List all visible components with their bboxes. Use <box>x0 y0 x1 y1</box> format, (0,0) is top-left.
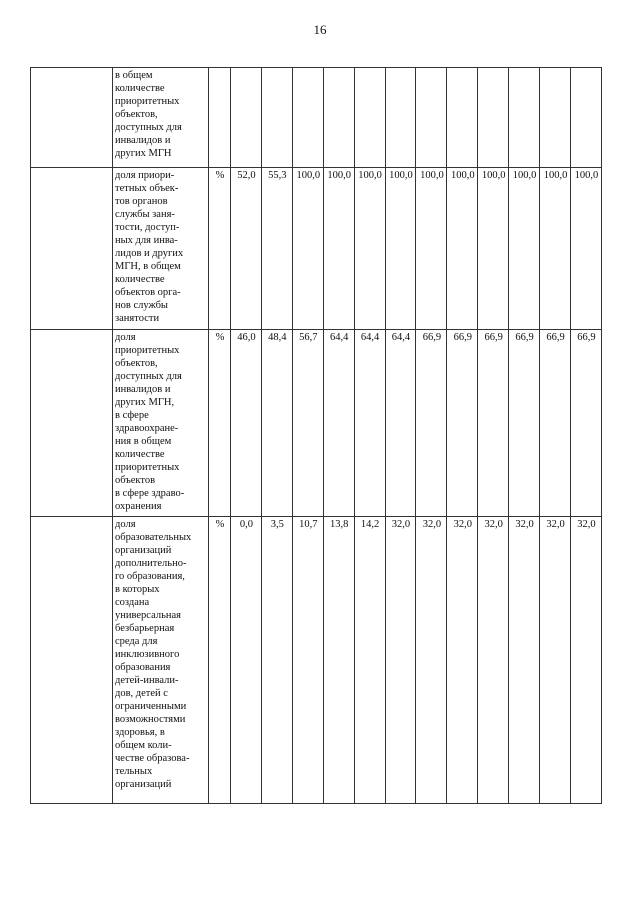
value-cell <box>416 68 447 168</box>
value-cell: 100,0 <box>292 168 323 330</box>
value-cell: 66,9 <box>570 330 601 517</box>
value-cell <box>261 68 292 168</box>
unit-cell: % <box>209 517 231 804</box>
value-cell: 3,5 <box>261 517 292 804</box>
value-cell: 66,9 <box>416 330 447 517</box>
page-number: 16 <box>313 22 327 37</box>
value-cell <box>231 68 262 168</box>
value-cell <box>570 68 601 168</box>
value-cell: 100,0 <box>323 168 354 330</box>
table-row <box>31 330 602 517</box>
indicator-name-cell: в общем количестве приоритетных объектов, доступных для инвалидов и других МГН <box>113 68 209 168</box>
value-cell: 64,4 <box>354 330 385 517</box>
value-cell: 66,9 <box>540 330 571 517</box>
indicator-name-cell: доля приори- тетных объек- тов органов службы заня- тости, доступ- ных для инва- лидов и других МГН, в общем количестве объектов орга- нов службы занятости <box>113 168 209 330</box>
value-cell <box>354 68 385 168</box>
value-cell: 32,0 <box>540 517 571 804</box>
value-cell: 32,0 <box>478 517 509 804</box>
indicators-table <box>30 67 602 804</box>
value-cell: 55,3 <box>261 168 292 330</box>
value-cell: 64,4 <box>385 330 416 517</box>
value-cell: 100,0 <box>354 168 385 330</box>
indicator-group-cell <box>31 68 113 168</box>
value-cell: 100,0 <box>416 168 447 330</box>
value-cell: 100,0 <box>570 168 601 330</box>
value-cell <box>323 68 354 168</box>
value-cell: 64,4 <box>323 330 354 517</box>
unit-cell: % <box>209 168 231 330</box>
indicator-group-cell <box>31 330 113 517</box>
value-cell: 56,7 <box>292 330 323 517</box>
table-row <box>31 168 602 330</box>
value-cell <box>292 68 323 168</box>
value-cell: 52,0 <box>231 168 262 330</box>
value-cell: 32,0 <box>570 517 601 804</box>
value-cell: 100,0 <box>540 168 571 330</box>
value-cell: 32,0 <box>385 517 416 804</box>
value-cell: 66,9 <box>509 330 540 517</box>
value-cell: 46,0 <box>231 330 262 517</box>
value-cell: 100,0 <box>385 168 416 330</box>
table-row <box>31 68 602 168</box>
value-cell <box>509 68 540 168</box>
value-cell: 100,0 <box>478 168 509 330</box>
value-cell: 48,4 <box>261 330 292 517</box>
value-cell: 13,8 <box>323 517 354 804</box>
value-cell: 66,9 <box>447 330 478 517</box>
value-cell: 32,0 <box>509 517 540 804</box>
value-cell: 0,0 <box>231 517 262 804</box>
table-row <box>31 517 602 804</box>
value-cell <box>478 68 509 168</box>
value-cell <box>540 68 571 168</box>
value-cell: 14,2 <box>354 517 385 804</box>
unit-cell: % <box>209 330 231 517</box>
unit-cell <box>209 68 231 168</box>
indicator-group-cell <box>31 168 113 330</box>
value-cell: 32,0 <box>447 517 478 804</box>
value-cell: 32,0 <box>416 517 447 804</box>
value-cell <box>385 68 416 168</box>
indicator-name-cell: доля образовательных организаций дополнительно- го образования, в которых создана универсальная безбарьерная среда для инклюзивного образования детей-инвали- дов, детей с ограниченными возможностями здоровья, в общем коли- честве образова- тельных организаций <box>113 517 209 804</box>
value-cell: 66,9 <box>478 330 509 517</box>
indicator-group-cell <box>31 517 113 804</box>
value-cell: 100,0 <box>509 168 540 330</box>
value-cell: 10,7 <box>292 517 323 804</box>
value-cell: 100,0 <box>447 168 478 330</box>
value-cell <box>447 68 478 168</box>
indicator-name-cell: доля приоритетных объектов, доступных для инвалидов и других МГН, в сфере здравоохране- ния в общем количестве приоритетных объектов в сфере здраво- охранения <box>113 330 209 517</box>
